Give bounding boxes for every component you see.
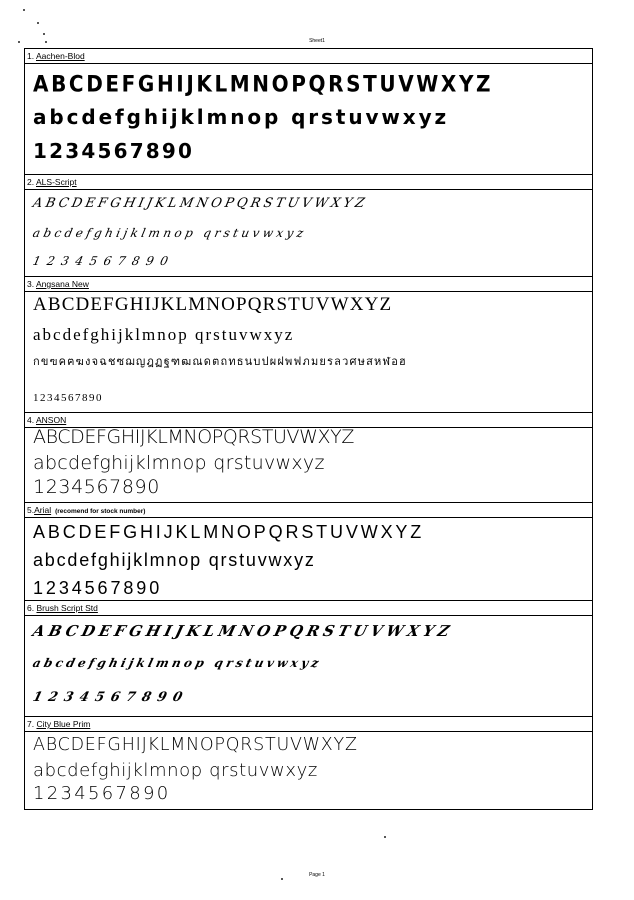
lowercase-sample: abcdefghijklmnop qrstuvwxyz bbox=[33, 550, 316, 570]
uppercase-sample: ABCDEFGHIJKLMNOPQRSTUVWXYZ bbox=[33, 426, 354, 448]
digits-sample: 1234567890 bbox=[33, 783, 171, 804]
lowercase-sample: abcdefghijklmnop qrstuvwxyz bbox=[33, 452, 325, 474]
uppercase-sample: ABCDEFGHIJKLMNOPQRSTUVWXYZ bbox=[30, 622, 456, 640]
section-number: 3. bbox=[27, 279, 35, 289]
uppercase-sample: ABCDEFGHIJKLMNOPQRSTUVWXYZ bbox=[33, 522, 425, 542]
section-header bbox=[25, 277, 592, 292]
digits-sample: 1234567890 bbox=[33, 392, 103, 404]
section-number: 7. bbox=[27, 719, 35, 729]
page-label: Page 1 bbox=[309, 872, 325, 878]
lowercase-sample: abcdefghijklmnop qrstuvwxyz bbox=[31, 656, 324, 670]
digits-sample: 1234567890 bbox=[33, 578, 163, 598]
digits-sample: 1234567890 bbox=[33, 139, 195, 163]
section-header bbox=[25, 503, 592, 518]
section-number: 6. bbox=[27, 603, 35, 613]
lowercase-sample: abcdefghijklmnop qrstuvwxyz bbox=[33, 325, 295, 344]
font-name: ALS-Script bbox=[36, 177, 77, 187]
font-name: Aachen-Blod bbox=[36, 51, 85, 61]
digits-sample: 1234567890 bbox=[33, 476, 160, 498]
uppercase-sample: ABCDEFGHIJKLMNOPQRSTUVWXYZ bbox=[33, 734, 358, 755]
font-section-brush-script bbox=[25, 601, 592, 717]
font-note: (recomend for stock number) bbox=[55, 508, 146, 515]
uppercase-sample: ABCDEFGHIJKLMNOPQRSTUVWXYZ bbox=[33, 294, 393, 315]
section-header bbox=[25, 601, 592, 616]
font-section-anson bbox=[25, 413, 592, 503]
section-header bbox=[25, 717, 592, 732]
digits-sample: 1234567890 bbox=[31, 254, 176, 268]
section-number: 2. bbox=[27, 177, 35, 187]
font-name: Angsana New bbox=[36, 279, 89, 289]
font-section-aachen bbox=[25, 49, 592, 175]
section-number: 5. bbox=[27, 505, 35, 515]
font-name: City Blue Prim bbox=[36, 719, 91, 729]
digits-sample: 1234567890 bbox=[31, 690, 191, 705]
lowercase-sample: abcdefghijklmnop qrstuvwxyz bbox=[33, 760, 318, 781]
sheet-label: Sheet1 bbox=[309, 38, 325, 44]
font-section-city-blue-print bbox=[25, 717, 592, 809]
section-number: 1. bbox=[27, 51, 35, 61]
section-number: 4. bbox=[27, 415, 35, 425]
lowercase-sample: abcdefghijklmnop qrstuvwxyz bbox=[33, 105, 450, 129]
section-header bbox=[25, 175, 592, 190]
uppercase-sample: ABCDEFGHIJKLMNOPQRSTUVWXYZ bbox=[33, 70, 494, 98]
font-section-angsana-new bbox=[25, 277, 592, 413]
font-name: Arial bbox=[34, 505, 52, 515]
lowercase-sample: abcdefghijklmnop qrstuvwxyz bbox=[31, 226, 309, 240]
section-header bbox=[25, 49, 592, 64]
font-name: Brush Script Std bbox=[36, 603, 98, 613]
font-section-arial bbox=[25, 503, 592, 601]
thai-sample: กขฃคฅฆงจฉชซฌญฎฏฐฑฒณดตถทธนบปผฝพฟภมยรลวศษสหฬอฮ bbox=[33, 356, 407, 368]
font-name: ANSON bbox=[36, 415, 67, 425]
font-section-als-script bbox=[25, 175, 592, 277]
font-sample-table bbox=[24, 48, 593, 810]
uppercase-sample: ABCDEFGHIJKLMNOPQRSTUVWXYZ bbox=[31, 196, 369, 211]
